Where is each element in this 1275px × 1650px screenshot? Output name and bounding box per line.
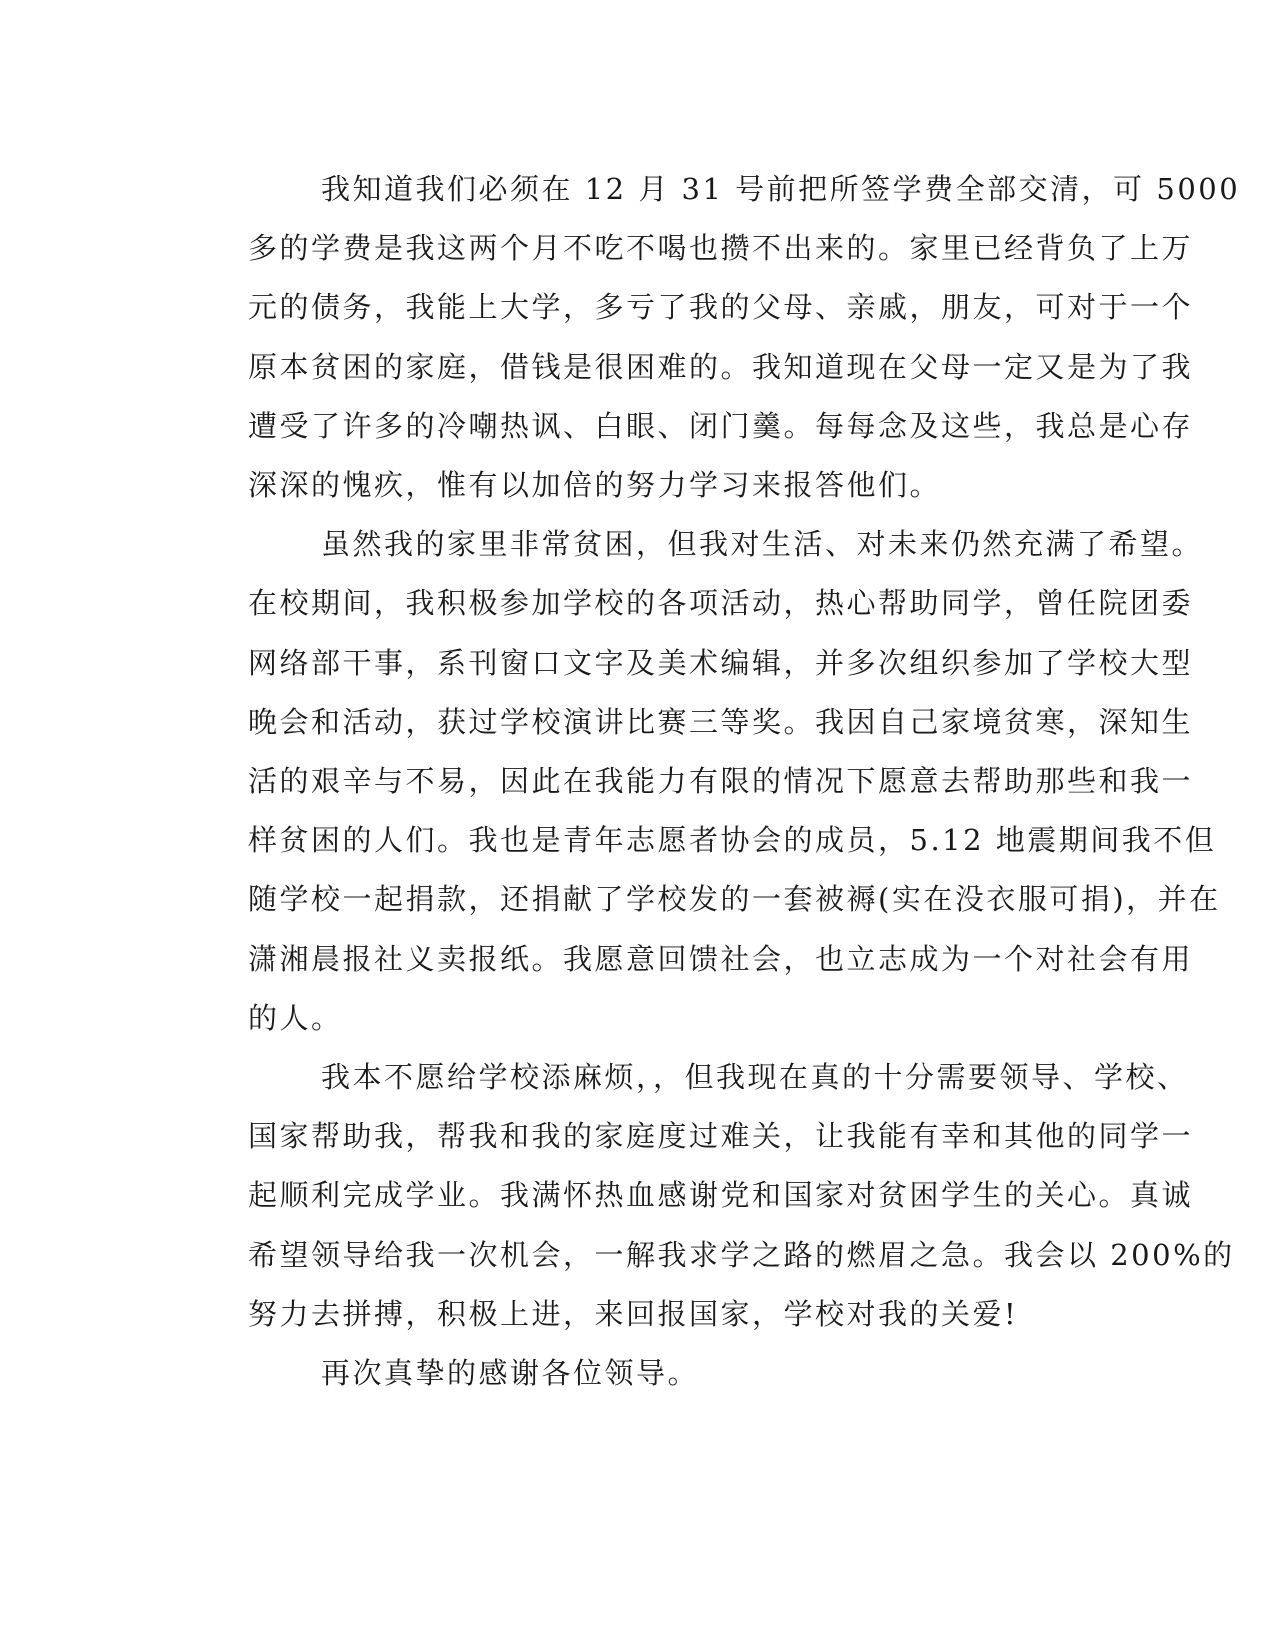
paragraph-3: [190, 1048, 1235, 1344]
letter-body: [190, 160, 1241, 1403]
text-line: 随学校一起捐款，还捐献了学校发的一套被褥(实在没衣服可捐)，并在: [248, 882, 1221, 917]
text-line: 深深的愧疚，惟有以加倍的努力学习来报答他们。: [248, 468, 942, 503]
text-line: 样贫困的人们。我也是青年志愿者协会的成员，5.12 地震期间我不但: [248, 823, 1217, 858]
text-line: 遭受了许多的冷嘲热讽、白眼、闭门羹。每每念及这些，我总是心存: [248, 408, 1194, 443]
text-line: 努力去拼搏，积极上进，来回报国家，学校对我的关爱!: [248, 1296, 1019, 1331]
text-line: 我知道我们必须在 12 月 31 号前把所签学费全部交清，可 5000: [321, 172, 1241, 206]
text-line: 的人。: [248, 1000, 343, 1035]
text-line: 活的艰辛与不易，因此在我能力有限的情况下愿意去帮助那些和我一: [248, 764, 1194, 799]
text-line: 虽然我的家里非常贫困，但我对生活、对未来仍然充满了希望。: [321, 527, 1204, 562]
text-line: 再次真挚的感谢各位领导。: [321, 1356, 700, 1391]
text-line: 元的债务，我能上大学，多亏了我的父母、亲戚，朋友，可对于一个: [248, 290, 1194, 325]
text-line: 我本不愿给学校添麻烦，，但我现在真的十分需要领导、学校、: [321, 1060, 1189, 1095]
text-line: 多的学费是我这两个月不吃不喝也攒不出来的。家里已经背负了上万: [248, 231, 1194, 266]
paragraph-2: [190, 515, 1221, 1048]
text-line: 晚会和活动，获过学校演讲比赛三等奖。我因自己家境贫寒，深知生: [248, 704, 1194, 739]
text-line: 原本贫困的家庭，借钱是很困难的。我知道现在父母一定又是为了我: [248, 349, 1194, 384]
text-line: 希望领导给我一次机会，一解我求学之路的燃眉之急。我会以 200%的: [248, 1237, 1235, 1272]
text-line: 在校期间，我积极参加学校的各项活动，热心帮助同学，曾任院团委: [248, 586, 1194, 621]
paragraph-4: [190, 1344, 1070, 1403]
text-line: 起顺利完成学业。我满怀热血感谢党和国家对贫困学生的关心。真诚: [248, 1178, 1194, 1213]
paragraph-1: [190, 160, 1241, 515]
text-line: 国家帮助我，帮我和我的家庭度过难关，让我能有幸和其他的同学一: [248, 1119, 1194, 1154]
text-line: 潇湘晨报社义卖报纸。我愿意回馈社会，也立志成为一个对社会有用: [248, 941, 1194, 976]
text-line: 网络部干事，系刊窗口文字及美术编辑，并多次组织参加了学校大型: [248, 645, 1194, 680]
